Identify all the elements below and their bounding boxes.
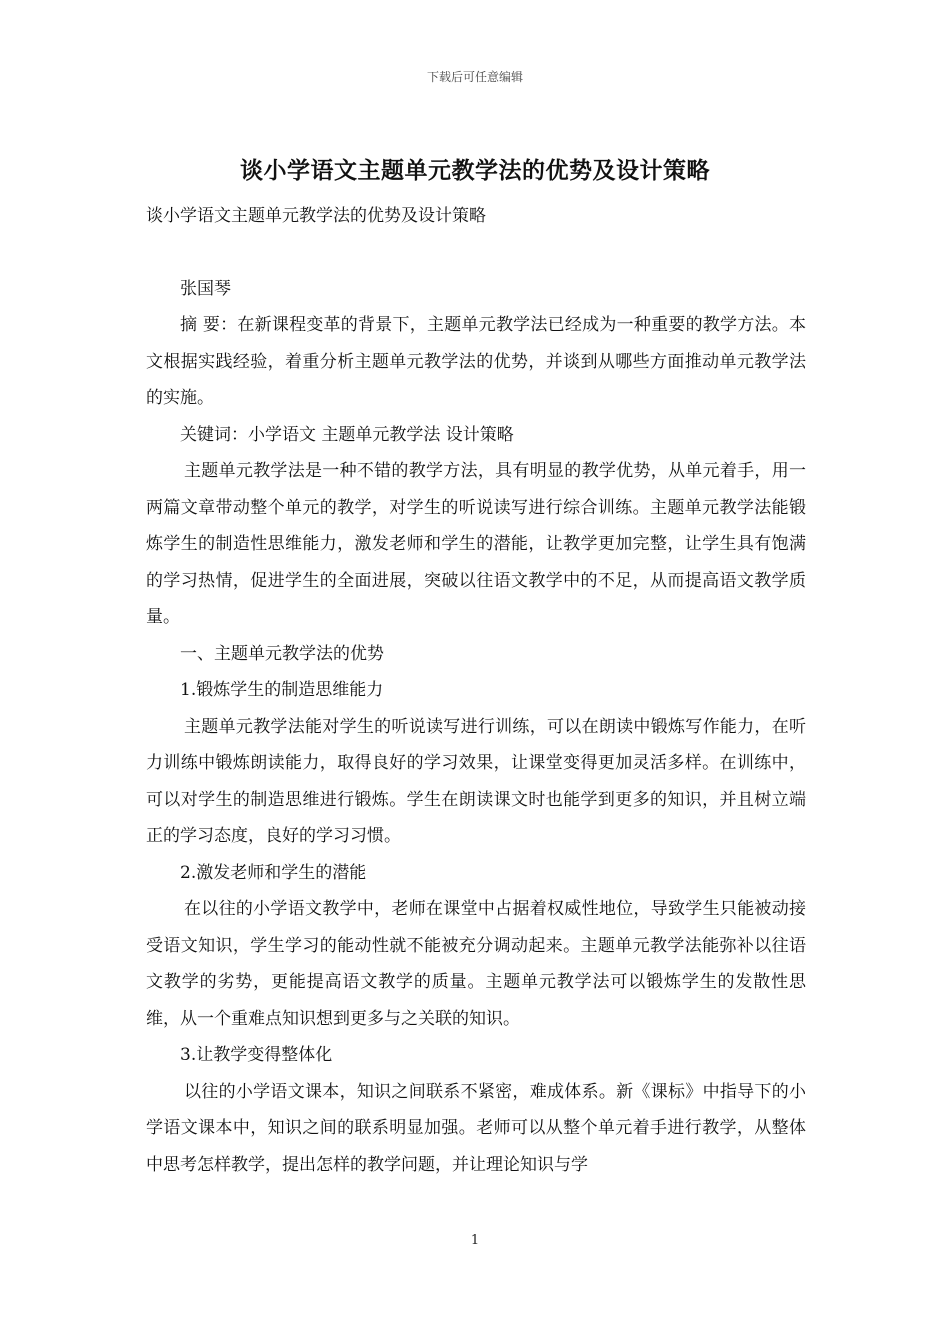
- document-title: 谈小学语文主题单元教学法的优势及设计策略: [240, 157, 710, 184]
- page-header-note: 下载后可任意编辑: [426, 70, 523, 84]
- author-name: 张国琴: [180, 278, 231, 299]
- subsection-heading-1: 1.锻炼学生的制造思维能力: [180, 680, 384, 700]
- intro-paragraph: 主题单元教学法是一种不错的教学方法，具有明显的教学优势，从单元着手，用一两篇文章带动整个单元的教学，对学生的听说读写进行综合训练。主题单元教学法能锻炼学生的制造性思维能力，激发老师和学生的潜能，让教学更加完整，让学生具有饱满的学习热情，促进学生的全面进展，突破以往语文教学中的不足，从而提高语文教学质量。: [146, 461, 806, 627]
- subsection-body-3: 以往的小学语文课本，知识之间联系不紧密，难成体系。新《课标》中指导下的小学语文课本中，知识之间的联系明显加强。老师可以从整个单元着手进行教学，从整体中思考怎样教学，提出怎样的教学问题，并让理论知识与学: [146, 1081, 806, 1175]
- subsection-body-2: 在以往的小学语文教学中，老师在课堂中占据着权威性地位，导致学生只能被动接受语文知识，学生学习的能动性就不能被充分调动起来。主题单元教学法能弥补以往语文教学的劣势，更能提高语文教学的质量。主题单元教学法可以锻炼学生的发散性思维，从一个重难点知识想到更多与之关联的知识。: [146, 899, 806, 1029]
- document-subtitle: 谈小学语文主题单元教学法的优势及设计策略: [146, 206, 486, 226]
- blank-line: [146, 235, 806, 271]
- subsection-heading-2: 2.激发老师和学生的潜能: [180, 862, 367, 883]
- document-body: [146, 198, 806, 1183]
- subsection-body-1: 主题单元教学法能对学生的听说读写进行训练，可以在朗读中锻炼写作能力，在听力训练中锻炼朗读能力，取得良好的学习效果，让课堂变得更加灵活多样。在训练中，可以对学生的制造思维进行锻炼。学生在朗读课文时也能学到更多的知识，并且树立端正的学习态度，良好的学习习惯。: [146, 716, 806, 846]
- keywords-line: 关键词：小学语文 主题单元教学法 设计策略: [180, 424, 514, 445]
- page-number: 1: [470, 1233, 480, 1248]
- subsection-heading-3: 3.让教学变得整体化: [180, 1045, 333, 1065]
- section-heading-advantages: 一、主题单元教学法的优势: [180, 643, 384, 664]
- abstract-paragraph: 摘 要：在新课程变革的背景下，主题单元教学法已经成为一种重要的教学方法。本文根据实践经验，着重分析主题单元教学法的优势，并谈到从哪些方面推动单元教学法的实施。: [146, 315, 806, 408]
